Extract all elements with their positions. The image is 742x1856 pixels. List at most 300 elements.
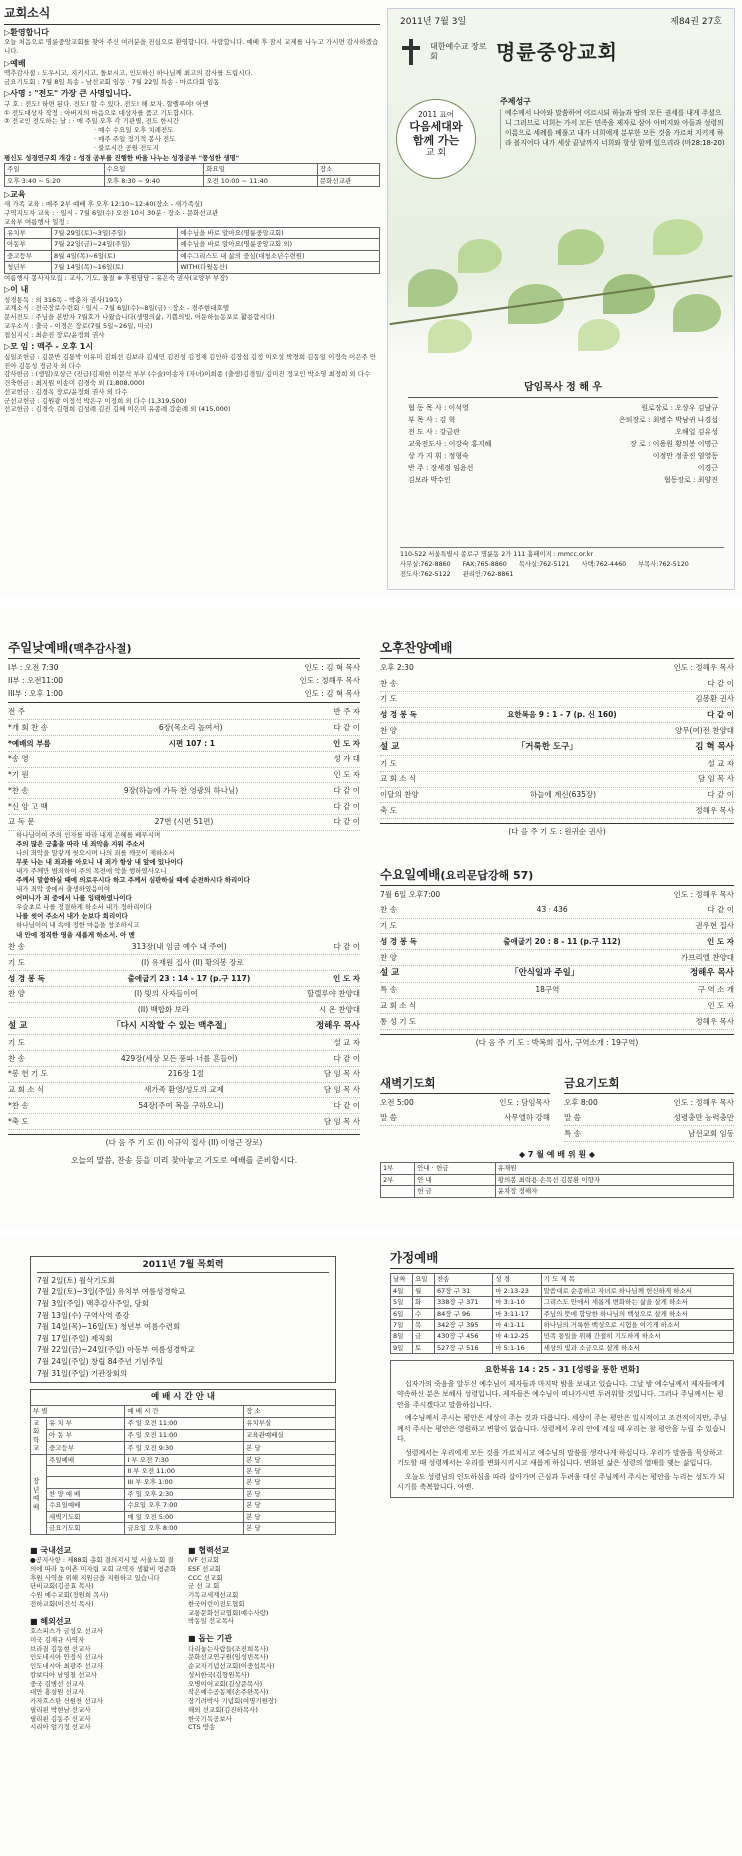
table-cell: 하나님의 거룩한 백성으로 시험을 이기게 하소서 (541, 1320, 733, 1331)
order-field: 김봉환 권사 (695, 694, 734, 704)
table-cell: 교회학교 (31, 1417, 47, 1454)
table-cell: 본 당 (244, 1523, 336, 1534)
staff-line: 김보라 박수인 (408, 476, 451, 485)
devotional-paragraph: 성령께서는 우리에게 모든 것을 가르치시고 예수님의 말씀을 생각나게 하십니다. 우리가 말씀을 묵상하고 기도할 때 성령께서는 우리를 변화시키시고 새롭게 하십니다. 변화된 삶은 성령의 열매를 맺는 삶입니다. (397, 1448, 723, 1468)
table-cell: 민족 통일을 위해 간절히 기도하게 하소서 (541, 1331, 733, 1342)
staff-line: 협동장로 : 최양진 (663, 476, 718, 485)
staff-box (408, 381, 718, 487)
church-news-column (4, 6, 380, 592)
calendar-item: 7월 31일(주일) 기관장회의 (37, 1368, 128, 1378)
devotional-heading: 요한복음 14 : 25 - 31 [성령을 통한 변화] (484, 1365, 640, 1375)
mission-item: 성서한국(김형원목사) (188, 1670, 250, 1679)
mission-item: 문화선교연구원(임성빈목사) (188, 1653, 269, 1662)
order-field: 정해우 목사 (689, 968, 734, 979)
order-field: 설 교 (380, 741, 400, 752)
order-field: 축 도 (380, 805, 397, 815)
pastoral-calendar (30, 1256, 336, 1383)
order-field: 시편 107 : 1 (168, 738, 215, 748)
order-field: 기 도 (8, 1037, 25, 1047)
info-line: 문서전도 : 주님을 본받자 7월호가 나왔습니다(생명의삶, 기쁨의빛, 어둔하늘동포로 활용합시다) (4, 313, 275, 322)
mission-item: 한국기독공보사 (188, 1714, 232, 1723)
table-cell: 수요일예배 (47, 1500, 125, 1511)
education-line: 교육부 여름행사 일정 : (4, 217, 69, 226)
worship-line: 금요기도회 : 7월 8일 특송 - 남선교회 임동 · 7월 22일 특송 - 마르다회 임동 (4, 77, 220, 86)
table-header: 화요일 (204, 164, 318, 175)
afternoon-worship-title: 오후찬양예배 (380, 640, 734, 659)
info-heading: ▷이 내 (4, 285, 29, 295)
table-cell: 교육관예배실 (244, 1430, 336, 1442)
order-field: 이달의 찬양 (380, 790, 419, 800)
mission-line: ② 전교인 전도하는 날 : · 매 주일 오후 각 기관별, 전도 한시간 (4, 117, 180, 126)
table-cell: 7일 (391, 1320, 413, 1331)
order-item (380, 756, 734, 772)
table-cell: III 부 오후 1:00 (125, 1477, 244, 1488)
order-field: 설 교 자 (707, 758, 734, 768)
mission-item: 시리아 엄기정 선교사 (30, 1723, 91, 1732)
order-field: 9장(하늘에 가득 찬 영광의 하나님) (123, 785, 239, 795)
mission-heading: ■ 돕는 기관 (188, 1634, 233, 1644)
table-cell: 9일 (391, 1342, 413, 1353)
offering-line: 선교헌금 : 김경옥 장로/윤정희 권사 외 다수 (4, 387, 128, 396)
worship-schedule (30, 1389, 336, 1534)
table-cell: 4일 (391, 1285, 413, 1296)
table-cell: 마 3:1-10 (493, 1297, 541, 1308)
table-cell: 8월 4일(목)~6일(토) (51, 250, 177, 261)
committee-title: ◆ 7 월 예 배 위 원 ◆ (518, 1150, 595, 1160)
order-field: 429장(세상 모든 풍파 너를 흔들어) (120, 1053, 238, 1063)
order-field: 설 교 (8, 1020, 28, 1031)
order-field: 설 교 자 (333, 1037, 360, 1047)
devotional-paragraph: 십자가의 죽음을 앞두신 예수님이 제자들과 마지막 밤을 보내고 있습니다. 그날 밤 예수님께서 제자들에게 약속하신 분은 보혜사 성령입니다. 제자들은 예수님이 떠나가시면 두려워할 것입니다. 그러나 주님께서는 평안을 주시겠다고 말씀하십니다. (397, 1379, 725, 1409)
order-item (8, 705, 360, 721)
theme-verse-box (500, 97, 726, 149)
order-field: 말 씀 (380, 1113, 397, 1123)
order-item (380, 934, 734, 950)
table-cell: 문화선교관 (317, 175, 379, 186)
contact-box (400, 547, 724, 580)
order-field: (II) 백합화 보라 (137, 1005, 190, 1015)
order-item (8, 720, 360, 736)
table-cell: 본 당 (244, 1477, 336, 1488)
table-cell: 찬 양 예 배 (47, 1488, 125, 1499)
order-field: 말 씀 (564, 1113, 581, 1123)
table-cell: 안내 · 헌금 (415, 1163, 496, 1174)
order-item (8, 1051, 360, 1067)
staff-line: 장 로 : 이용원 황의봉 이명근 (630, 439, 718, 448)
order-field: 찬 양 (380, 725, 397, 735)
calendar-item: 7월 22일(금)~24일(주일) 아동부 여름성경학교 (37, 1345, 195, 1355)
friday-prayer-title: 금요기도회 (564, 1076, 734, 1094)
mission-item: CTS 방송 (188, 1723, 216, 1732)
table-cell: 6일 (391, 1308, 413, 1319)
denomination: 대한예수교 장로회 (430, 42, 487, 61)
mission-line: ① 전도대상자 작정 : 아버지의 마음으로 대상자를 품고 기도합시다. (4, 108, 194, 117)
order-field: 교 회 소 식 (380, 774, 417, 784)
service-leader: 인도 : 정해우 목사 (673, 890, 734, 900)
mission-item: ●공지사항 : 제88회 총회 결의지시 및 서울노회 결의에 따라 농어촌 미자립 교회 교역자 생활비 평준화 후원 사역을 위해 지원금을 지원하고 있습니다 (30, 1556, 177, 1582)
table-cell: 토 (413, 1342, 435, 1353)
table-header: 요일 (413, 1274, 435, 1285)
order-item (380, 983, 734, 999)
table-cell: 안 내 (415, 1174, 496, 1185)
table-cell: 유치부실 (244, 1417, 336, 1429)
order-field: 다 같 이 (707, 678, 734, 688)
order-field: 새가족 환영/성도의 교제 (144, 1085, 224, 1095)
table-header: 찬송 (435, 1274, 493, 1285)
litany-line: 내가 죄악 중에서 출생하였음이여 (16, 885, 111, 894)
table-cell: 84장 구 96 (435, 1308, 493, 1319)
litany-line: 무릇 나는 내 죄과를 아오니 내 죄가 항상 내 앞에 있나이다 (16, 857, 184, 866)
table-cell: 윤차장 정해자 (495, 1186, 733, 1197)
order-field: 시 온 찬양대 (319, 1005, 360, 1015)
order-field: 다 같 이 (707, 905, 734, 915)
table-cell: 342장 구 395 (435, 1320, 493, 1331)
table-header: 부 별 (31, 1406, 125, 1417)
order-field: 인 도 자 (333, 973, 360, 983)
order-field: *예배의 부름 (8, 738, 51, 748)
order-field: 반 주 자 (333, 707, 360, 717)
mission-item: 단비교회(김공효 목사) (30, 1582, 94, 1591)
service-time: 오전 5:00 (380, 1097, 414, 1107)
church-name: 명륜중앙교회 (496, 39, 618, 64)
litany-line: 어머니가 죄 중에서 나를 잉태하였나이다 (16, 894, 132, 903)
staff-line: 이경근 (697, 463, 718, 472)
order-field: 성 경 봉 독 (380, 710, 417, 719)
table-cell: 오후 8:30 ~ 9:40 (104, 175, 204, 186)
prayer-meetings (380, 1074, 734, 1142)
table-cell: 본 당 (244, 1500, 336, 1511)
table-cell: 금요기도회 (47, 1523, 125, 1534)
wednesday-worship-title (380, 867, 734, 886)
worship-heading: ▷예배 (4, 58, 26, 68)
litany-line: 나의 죄악을 말갛게 씻으시며 나의 죄를 깨끗이 제하소서 (16, 848, 175, 857)
order-field: 313장(내 임금 예수 내 주여) (131, 942, 227, 952)
order-item (380, 676, 734, 692)
mission-item: 순교자기념선교회(이중섭목사) (188, 1662, 275, 1671)
order-field: 다 같 이 (333, 722, 360, 732)
staff-line: 협 동 목 사 : 이석영 (408, 403, 469, 412)
calendar-item: 7월 14일(목)~16일(토) 청년부 여름수련회 (37, 1322, 181, 1332)
mission-item: 중국 김병선 선교사 (30, 1679, 85, 1688)
table-cell: 수요일 오후 7:00 (125, 1500, 244, 1511)
order-field: *찬 송 (8, 1100, 29, 1110)
order-field: 216장 1절 (167, 1069, 204, 1079)
family-worship-column (390, 1248, 734, 1852)
order-field: 기 도 (8, 957, 25, 967)
order-item (380, 692, 734, 708)
contact-number: 목사실:762-5121 (518, 561, 570, 569)
table-cell: 중고등부 (47, 1442, 125, 1454)
order-item (8, 955, 360, 971)
cross-logo-icon (400, 39, 422, 65)
info-line: 교우소식 : 출국 - 이경은 장로(7월 5일~26일, 미국) (4, 321, 153, 330)
order-field: (I) 빛의 사자들이여 (134, 989, 198, 999)
order-item (380, 919, 734, 935)
mission-lists (30, 1543, 336, 1733)
table-cell: 아동부 (5, 239, 52, 250)
schedule-title: 예 배 시 간 안 내 (30, 1389, 336, 1405)
table-cell: 헌 금 (415, 1186, 496, 1197)
next-week-prayer: (다 음 주 기 도 : 원귀순 권사) (380, 823, 734, 837)
bulletin-date: 2011년 7월 3일 (400, 17, 467, 27)
order-field: 다 같 이 (333, 817, 360, 827)
mission-line: · 불로시간 공원 전도지 (94, 143, 159, 152)
staff-line: 교육전도사 : 이강숙 홍지혜 (408, 439, 492, 448)
order-field: 찬 송 (380, 905, 397, 915)
calendar-item: 7월 24일(주일) 창립 84주년 기념주일 (37, 1357, 164, 1367)
table-header: 수요일 (104, 164, 204, 175)
mission-item: 전하교회(이건석 목사) (30, 1599, 94, 1608)
order-item (8, 1035, 360, 1051)
order-field: 양무(여)전 찬양대 (675, 725, 734, 735)
order-field: 「거룩한 도구」 (516, 741, 578, 752)
order-field: *축 도 (8, 1116, 29, 1126)
mission-item: 대만 홍성원 선교사 (30, 1688, 85, 1697)
table-cell: 목 (413, 1320, 435, 1331)
theme-verse-heading: 주제성구 (500, 97, 531, 106)
table-cell: 예수그리스도 내 삶의 중심(대청소년수련원) (178, 250, 380, 261)
contact-number: FAX:765-8860 (462, 561, 507, 569)
order-field: 다 같 이 (333, 785, 360, 795)
sunday-worship-column (8, 638, 360, 1224)
litany-line: 우슬초로 나를 정결하게 하소서 내가 정하리이다 (16, 903, 152, 912)
order-field: 다 같 이 (707, 790, 734, 800)
mission-item: 작은예수공동체(손주완목사) (188, 1688, 269, 1697)
table-cell: 본 당 (244, 1511, 336, 1522)
table-cell: 본 당 (244, 1454, 336, 1465)
staff-line: 이정만 정종진 염영동 (652, 451, 718, 460)
table-header: 날짜 (391, 1274, 413, 1285)
mission-heading: ■ 국내선교 (30, 1545, 72, 1555)
order-field: 기 도 (380, 758, 397, 768)
worship-line: 맥추감사절 : 도우시고, 지키시고, 돌보시고, 인도하신 하나님께 최고의 감사를 드립시다. (4, 68, 253, 77)
mission-item: 수원 예수교회(정원희 목사) (30, 1591, 109, 1600)
calendar-item: 7월 17일(주일) 제직회 (37, 1333, 113, 1343)
order-field: 할렐루야 찬양대 (306, 989, 360, 999)
order-field: 담 임 목 사 (323, 1116, 360, 1126)
table-cell: 마 5:1-16 (493, 1342, 541, 1353)
order-field: 다 같 이 (333, 1100, 360, 1110)
order-item (380, 723, 734, 739)
order-field: 교 독 문 (8, 817, 35, 827)
title-subtext: (맥추감사절) (68, 642, 132, 655)
mission-item: 카자흐스탄 신원찬 선교사 (30, 1697, 104, 1706)
education-heading: ▷교육 (4, 190, 26, 200)
mission-line: · 예수 수요일 오후 치례전도 (94, 126, 174, 135)
order-field: 다 같 이 (333, 942, 360, 952)
table-cell: WITH(다윗동산) (178, 262, 380, 273)
table-cell: 7월 22일(금)~24일(주일) (51, 239, 177, 250)
bulletin-issue: 제84권 27호 (670, 17, 722, 27)
table-cell: 말씀대로 순종하고 자녀로 하나님께 헌신하게 하소서 (541, 1285, 733, 1296)
mission-line: 구 호 : 전도! 하면 된다. 전도! 할 수 있다. 전도! 해 보자. 할렐루야! 아멘 (4, 99, 209, 108)
table-cell: 유 치 부 (47, 1417, 125, 1429)
service-time: 7월 6일 오후7:00 (380, 890, 441, 900)
mission-heading: ■ 해외선교 (30, 1616, 72, 1626)
senior-pastor: 담임목사 정 해 우 (408, 381, 718, 398)
staff-line: 상 가 지 휘 : 정형숙 (408, 451, 469, 460)
table-cell: 마 2:13-23 (493, 1285, 541, 1296)
order-field: 43 · 436 (536, 905, 568, 915)
order-field: 찬 양 (380, 952, 397, 962)
table-cell (381, 1186, 415, 1197)
order-field: 가브리엘 찬양대 (680, 952, 734, 962)
mission-heading: ▷사명 : "전도" 가장 큰 사명입니다. (4, 89, 132, 99)
order-item (8, 752, 360, 768)
table-header: 기 도 제 목 (541, 1274, 733, 1285)
offering-line: 십일조헌금 : 김문반 김통박 이유미 김희선 김보라 김세민 김진성 김정재 김인하 김장섭 김정 이오성 박경희 김동일 이정숙 이은주 안진아 김동성 정금자 외 다수 (4, 352, 377, 370)
table-cell: 중고등부 (5, 250, 52, 261)
order-field: 사무엘하 강해 (504, 1113, 550, 1123)
litany-line: 내가 주께만 범죄하여 주의 목전에 악을 행하였사오니 (16, 866, 167, 875)
table-cell: 주일예배 (47, 1454, 125, 1465)
order-field: *송 영 (8, 754, 29, 764)
summer-camp-table (4, 227, 380, 274)
staff-line: 오해일 김유성 (675, 427, 718, 436)
mission-item: 한국어린이전도협회 (188, 1599, 245, 1608)
sunday-worship-title (8, 640, 360, 659)
mission-item: 다리놓는사람들(조진희목사) (188, 1644, 269, 1653)
offering-line: 감사헌금 : (생일)오상근 (진급)김재현 이문석 부부 (수술)이송자 (자녀)이희종 (출생)김경일/ 김미진 정교인 박소영 최정희 외 다수 (4, 370, 371, 379)
table-cell: 주 일 오전 11:00 (125, 1417, 244, 1429)
table-cell: 청년부 (5, 262, 52, 273)
order-field: 기 도 (380, 694, 397, 704)
order-field: 담 임 목 사 (323, 1085, 360, 1095)
service-leader: 인도 : 정해우 목사 (673, 1097, 734, 1107)
service-leader: 인도 : 김 혁 목사 (304, 688, 360, 698)
mission-item: IVF 선교회 (188, 1556, 220, 1564)
staff-line: 원로장로 : 오상우 김남규 (641, 403, 718, 412)
table-cell: 예수님을 바로 알아요(명륜중앙교회 외) (178, 239, 380, 250)
order-field: 정해우 목사 (695, 1016, 734, 1026)
mission-item: 캄보디아 남영철 선교사 (30, 1670, 97, 1679)
order-item (380, 903, 734, 919)
order-field: 다 같 이 (333, 1053, 360, 1063)
right-worship-column (380, 638, 734, 1224)
table-cell: 마 4:12-25 (493, 1331, 541, 1342)
worship-committee (380, 1150, 734, 1198)
order-field: 정해우 목사 (315, 1020, 360, 1031)
title-text: 주일낮예배 (8, 640, 69, 655)
order-field: *신 앙 고 백 (8, 801, 48, 811)
table-header: 예 배 시 간 (125, 1406, 244, 1417)
order-field: 「안식일과 주일」 (510, 968, 580, 979)
order-item (380, 788, 734, 804)
order-field: 출애굽기 23 : 14 - 17 (p.구 117) (127, 973, 251, 983)
order-item (380, 739, 734, 756)
contact-number: 전도사:762-5122 (400, 571, 451, 579)
order-item (8, 799, 360, 815)
table-cell: 338장 구 371 (435, 1297, 493, 1308)
order-field: 인 도 자 (707, 936, 734, 946)
order-field: 요한복음 9 : 1 - 7 (p. 신 160) (507, 710, 617, 719)
calendar-missions-column (30, 1256, 336, 1852)
order-item (564, 1126, 734, 1142)
table-cell: 430장 구 456 (435, 1331, 493, 1342)
order-field: 특 송 (564, 1128, 581, 1138)
table-cell: 유치부 (5, 227, 52, 238)
info-line: 성경통독 : 외 316독 - 박춘자 권사(19독) (4, 295, 123, 304)
table-cell: 본 당 (244, 1465, 336, 1476)
order-field: 27번 (시편 51편) (154, 817, 214, 827)
order-item (380, 966, 734, 983)
order-field: 정해우 목사 (695, 805, 734, 815)
table-header: 장소 (317, 164, 379, 175)
mission-line: · 매주 주일 정기적 봉사 전도 (94, 134, 176, 143)
order-item (8, 768, 360, 784)
mission-item: 인도네시아 최광주 선교사 (30, 1662, 104, 1671)
order-item (8, 1098, 360, 1114)
order-field: 54장(주여 복을 구하오니) (138, 1100, 224, 1110)
mission-list-right (188, 1543, 336, 1733)
table-cell: 5일 (391, 1297, 413, 1308)
mission-item: 필리핀 김동주 선교사 (30, 1714, 91, 1723)
order-field: 18구역 (535, 985, 560, 995)
table-cell: 새벽기도회 (47, 1511, 125, 1522)
title-text: 수요일예배 (380, 866, 441, 882)
order-field: 구 역 소 개 (697, 985, 734, 995)
table-cell: 마 4:1-11 (493, 1320, 541, 1331)
order-field: 담 임 목 사 (323, 1069, 360, 1079)
order-field: *찬 송 (8, 785, 29, 795)
table-cell: 527장 구 516 (435, 1342, 493, 1353)
order-item (8, 971, 360, 987)
calendar-item: 7월 2일(토)~3일(주일) 유치부 여름성경학교 (37, 1287, 186, 1297)
order-field: 다 같 이 (333, 801, 360, 811)
motto-badge (396, 99, 476, 179)
mission-list-left (30, 1543, 178, 1733)
table-cell: 주 일 오전 11:00 (125, 1430, 244, 1442)
litany-line: 하나님이여 내 속에 정한 마음을 창조하시고 (16, 921, 140, 930)
offering-heading: ▷모 임 : 맥주 - 오후 1시 (4, 342, 94, 352)
table-cell: 예수님을 바로 알아요(명륜중앙교회) (178, 227, 380, 238)
table-cell: 매 일 오전 5:00 (125, 1511, 244, 1522)
order-field: 김 혁 목사 (695, 741, 734, 752)
table-cell: 주 일 오후 2:30 (125, 1488, 244, 1499)
order-item (380, 803, 734, 819)
mission-item: 브라질 김동현 선교사 (30, 1644, 91, 1653)
table-cell: 7월 29일(토)~3일(주일) (51, 227, 177, 238)
table-cell: 화 (413, 1297, 435, 1308)
table-cell: I 부 오전 7:30 (125, 1454, 244, 1465)
education-line: 새 가족 교육 : 매주 2부 예배 후 오후 12:10~12:40(장소 - 새가족실) (4, 200, 203, 209)
offering-line: 건축헌금 : 최지원 이송미 김경숙 외 (1,808,000) (4, 379, 145, 388)
mission-item: 교통문화선교협회(예수사랑) (188, 1608, 269, 1617)
worship-notice: 오늘의 말씀, 찬송 등을 미리 찾아놓고 기도로 예배를 준비합시다. (70, 1155, 298, 1165)
motto-line: 함께 가는 (412, 134, 460, 148)
table-cell: 본 당 (244, 1488, 336, 1499)
calendar-title: 2011년 7월 목회력 (37, 1260, 329, 1273)
welcome-text: 오늘 처음으로 명륜중앙교회를 찾아 주신 여러분을 진심으로 환영합니다. 사랑합니다. 예배 후 잠시 교제를 나누고 가시면 감사하겠습니다. (4, 37, 379, 55)
order-field: 성령충만 능력충만 (673, 1113, 734, 1123)
order-field: 인 도 자 (707, 1001, 734, 1011)
mission-item: 기독교세계선교회 (188, 1591, 239, 1600)
table-header: 성 경 (493, 1274, 541, 1285)
table-cell: 2부 (381, 1174, 415, 1185)
table-cell: 1부 (381, 1163, 415, 1174)
mission-item: 박동일 선교목사 (188, 1617, 235, 1626)
service-time: II부 : 오전11:00 (8, 676, 64, 686)
mission-heading: ■ 협력선교 (188, 1545, 230, 1555)
order-field: 다 같 이 (707, 710, 734, 719)
order-field: *기 원 (8, 770, 29, 780)
devotional-paragraph: 오늘도 성령님의 인도하심을 따라 살아가며 근심과 두려움 대신 주님께서 주시는 평안을 누리는 성도가 되시기를 축복합니다. 아멘. (397, 1472, 725, 1492)
order-item (380, 1111, 550, 1127)
service-leader: 인도 : 정해우 목사 (673, 663, 734, 673)
staff-line: 전 도 사 : 강금란 (408, 427, 460, 436)
table-cell: 주 일 오전 9:30 (125, 1442, 244, 1454)
order-item (380, 1014, 734, 1030)
